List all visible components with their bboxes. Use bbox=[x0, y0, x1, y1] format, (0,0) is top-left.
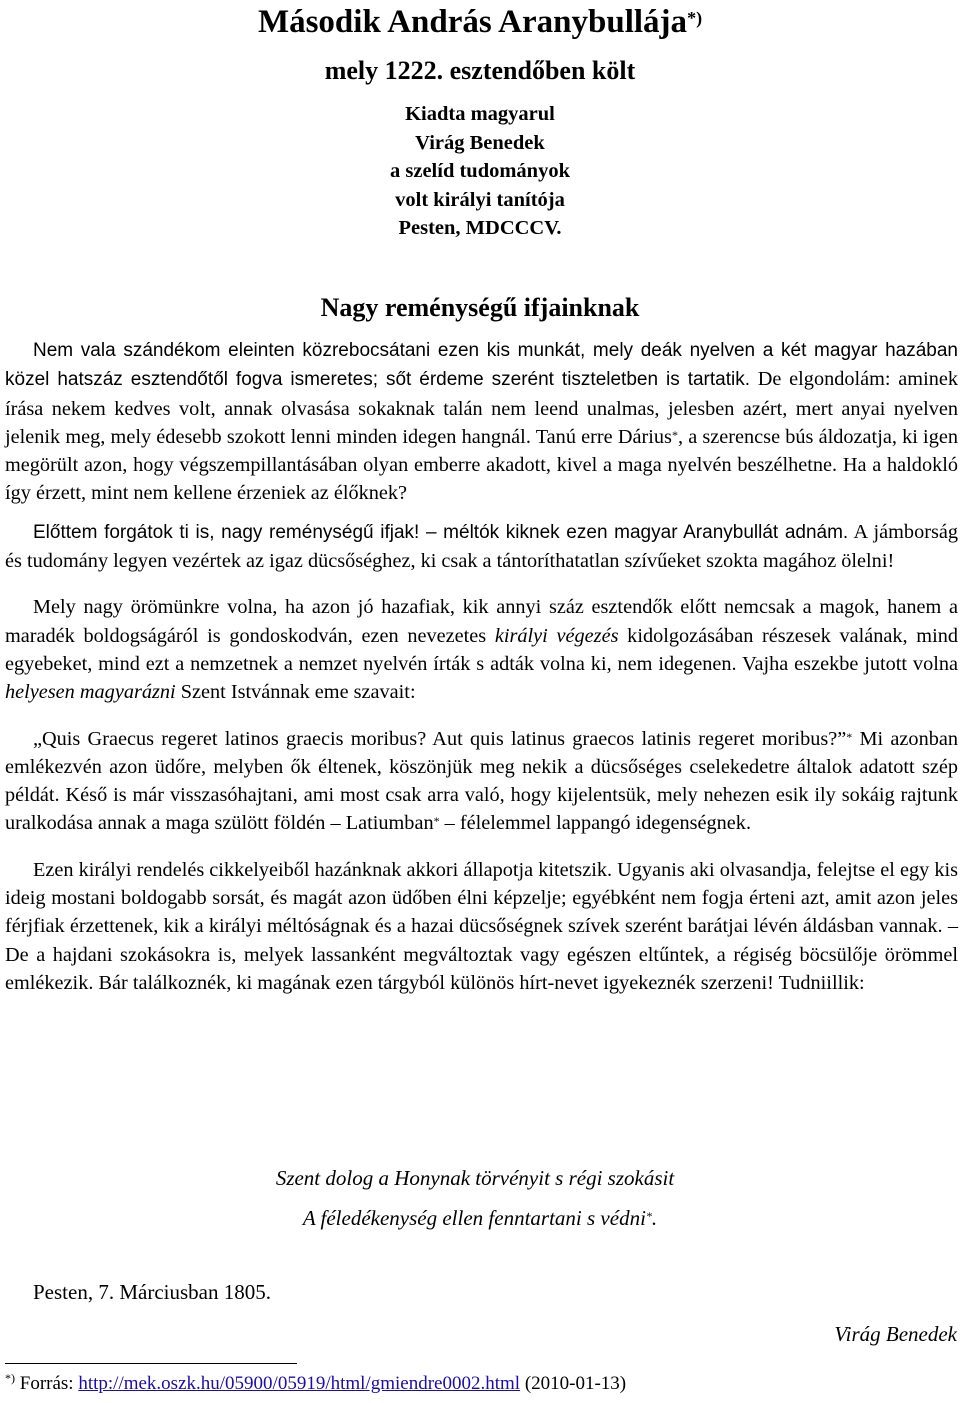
footnote-star: * bbox=[671, 427, 678, 442]
poem-line-1: Szent dolog a Honynak törvényit s régi szokásit bbox=[275, 1166, 675, 1190]
italic-phrase: királyi végezés bbox=[494, 624, 619, 647]
title-footnote-mark: *) bbox=[687, 8, 703, 28]
poem-line-2-text: A féledékenység ellen fenntartani s védni bbox=[302, 1206, 646, 1230]
footnote-mark: *) bbox=[5, 1371, 15, 1385]
paragraph-2-sans-text: Előttem forgátok ti is, nagy reménységű ifjak! – méltók kiknek ezen magyar Aranybullát adnám. bbox=[33, 521, 849, 543]
poem-line-2 bbox=[0, 1198, 960, 1238]
poem-line-2-end: . bbox=[651, 1206, 658, 1230]
document-title bbox=[0, 2, 960, 42]
paragraph-1-text-b: , a szerencse bús áldozatja, ki igen megörült azon, hogy végszempillantásában olyan emberre akadott, kivel a maga nyelvén beszélhetne. Ha a haldokló így érzett, mint nem kellene érzeniek az élőknek? bbox=[5, 425, 958, 505]
paragraph-2-text: A jámborság és tudomány legyen vezértek az igaz dücsőséghez, ki csak a tántoríthatatlan szívűeket szokta magához ölelni! bbox=[5, 520, 958, 573]
imprint-line: Kiadta magyarul bbox=[405, 103, 555, 125]
italic-phrase: helyesen magyarázni bbox=[5, 681, 176, 704]
paragraph-4-text-b: Mi azonban emlékezvén azon üdőre, melyben ők éltenek, köszönjük meg nekik a dücsőséges cselekedetre általok adatott szép példát. Késő is már visszasóhajtani, ami most csak arra való, hogy kijelentsük, mely nehezen esik ily sokáig rajtunk uralkodása annak a maga szülött földén – Latiumban bbox=[5, 727, 958, 835]
imprint-line: Pesten, MDCCCV. bbox=[398, 217, 562, 239]
poem-quote bbox=[0, 1158, 960, 1238]
paragraph-1 bbox=[5, 336, 958, 508]
paragraph-4-text-a: „Quis Graecus regeret latinos graecis moribus? Aut quis latinus graecos latinis regeret moribus?” bbox=[33, 727, 847, 750]
footnote-star: * bbox=[846, 729, 853, 744]
imprint-line: volt királyi tanítója bbox=[395, 188, 565, 211]
footnote-star: * bbox=[645, 1209, 652, 1223]
footnote-date: (2010-01-13) bbox=[520, 1373, 627, 1394]
paragraph-4 bbox=[5, 725, 958, 838]
signature: Virág Benedek bbox=[834, 1322, 957, 1346]
document-subtitle: mely 1222. esztendőben költ bbox=[324, 56, 636, 85]
imprint-line: Virág Benedek bbox=[415, 131, 545, 154]
section-title: Nagy reménységű ifjainknak bbox=[320, 293, 640, 322]
source-link[interactable]: http://mek.oszk.hu/05900/05919/html/gmiendre0002.html bbox=[78, 1373, 521, 1394]
paragraph-2 bbox=[5, 518, 958, 576]
title-text: Második András Aranybullája bbox=[257, 4, 688, 40]
paragraph-3-text-c: Szent Istvánnak eme szavait: bbox=[175, 681, 416, 704]
footnote bbox=[5, 1373, 626, 1395]
paragraph-3-text-a: Mely nagy örömünkre volna, ha azon jó hazafiak, kik annyi száz esztendők előtt nemcsak a magok, hanem a maradék boldogságáról is gondoskodván, ezen nevezetes bbox=[5, 596, 958, 647]
body-text bbox=[5, 336, 958, 997]
paragraph-4-text-c: – félelemmel lappangó idegenségnek. bbox=[439, 812, 752, 835]
paragraph-1-text-a: De elgondolám: aminek írása nekem kedves volt, annak olvasása sokaknak talán nem leend unalmas, jelesben azért, mert anyai nyelven jelenik meg, mely édesebb szokott lenni minden idegen hangnál. Tanú erre Dárius bbox=[5, 368, 958, 448]
place-date: Pesten, 7. Márciusban 1805. bbox=[33, 1280, 271, 1304]
paragraph-3 bbox=[5, 593, 958, 706]
paragraph-5: Ezen királyi rendelés cikkelyeiből hazánknak akkori állapotja kitetszik. Ugyanis aki olvasandja, felejtse el egy kis ideig mostani boldogabb sorsát, és magát azon üdőben élni képzelje; egyébként nem fogja érteni azt, amit azon jeles férjfiak érzettenek, kik a királyi méltóságnak és a hazai dücsőségnek szívek szerént barátjai lévén áldásban vannak. – De a hajdani szokásokra is, melyek lassanként megváltoztak vagy egészen eltűntek, a régiség böcsülője örömmel emlékezik. Bár találkoznék, ki magának ezen tárgyból különös hírt-nevet igyekeznék szerzeni! Tudniillik: bbox=[5, 858, 958, 994]
paragraph-1-sans-text: Nem vala szándékom eleinten közrebocsátani ezen kis munkát, mely deák nyelven a két magyar hazában közel hatszáz esztendőtől fogva ismeretes; sőt érdeme szerént tiszteletben is tartatik. bbox=[5, 340, 958, 391]
footnote-label: Forrás: bbox=[15, 1373, 79, 1394]
paragraph-3-text-b: kidolgozásában részesek valának, mind egyebeket, mind ezt a nemzetnek a nemzet nyelvén írták s adták volna ki, nem idegenen. Vajha eszekbe jutott volna bbox=[5, 624, 958, 675]
footnote-divider bbox=[5, 1363, 297, 1364]
footnote-star: * bbox=[433, 814, 440, 829]
imprint-block bbox=[0, 100, 960, 243]
imprint-line: a szelíd tudományok bbox=[390, 160, 570, 182]
